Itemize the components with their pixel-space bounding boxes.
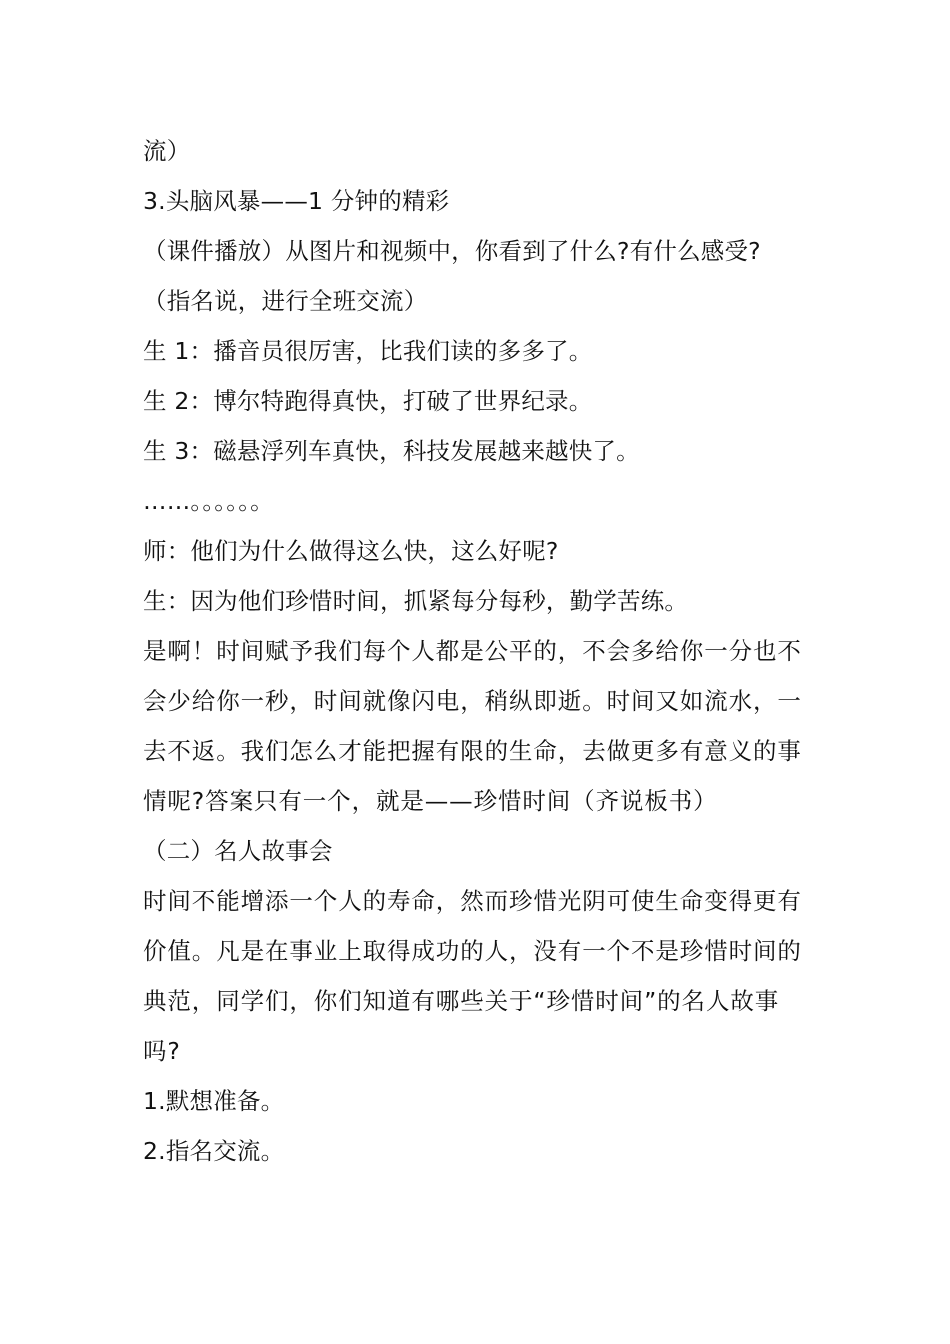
text-line: 流） (143, 137, 191, 165)
text-line: （课件播放）从图片和视频中，你看到了什么?有什么感受? (143, 237, 761, 265)
paragraph: 是啊！时间赋予我们每个人都是公平的，不会多给你一分也不会少给你一秒，时间就像闪电，稍纵即逝。时间又如流水，一去不返。我们怎么才能把握有限的生命，去做更多有意义的事情呢?答案只有一个，就是——珍惜时间（齐说板书） (143, 637, 802, 815)
section-heading: （二）名人故事会 (143, 837, 333, 865)
student-answer: 生 1：播音员很厉害，比我们读的多多了。 (143, 337, 593, 365)
step-item: 1.默想准备。 (143, 1087, 285, 1115)
activity-heading: 3.头脑风暴——1 分钟的精彩 (143, 187, 450, 215)
teacher-question: 师：他们为什么做得这么快，这么好呢? (143, 537, 559, 565)
student-answer: 生 2：博尔特跑得真快，打破了世界纪录。 (143, 387, 593, 415)
document-body (143, 126, 811, 1176)
student-answer: 生 3：磁悬浮列车真快，科技发展越来越快了。 (143, 437, 640, 465)
ellipsis-line: ……。。。。。。 (143, 487, 274, 515)
paragraph: 时间不能增添一个人的寿命，然而珍惜光阴可使生命变得更有价值。凡是在事业上取得成功的人，没有一个不是珍惜时间的典范，同学们，你们知道有哪些关于“珍惜时间”的名人故事吗? (143, 887, 802, 1065)
text-line: （指名说，进行全班交流） (143, 287, 428, 315)
student-answer: 生：因为他们珍惜时间，抓紧每分每秒，勤学苦练。 (143, 587, 689, 615)
step-item: 2.指名交流。 (143, 1137, 285, 1165)
